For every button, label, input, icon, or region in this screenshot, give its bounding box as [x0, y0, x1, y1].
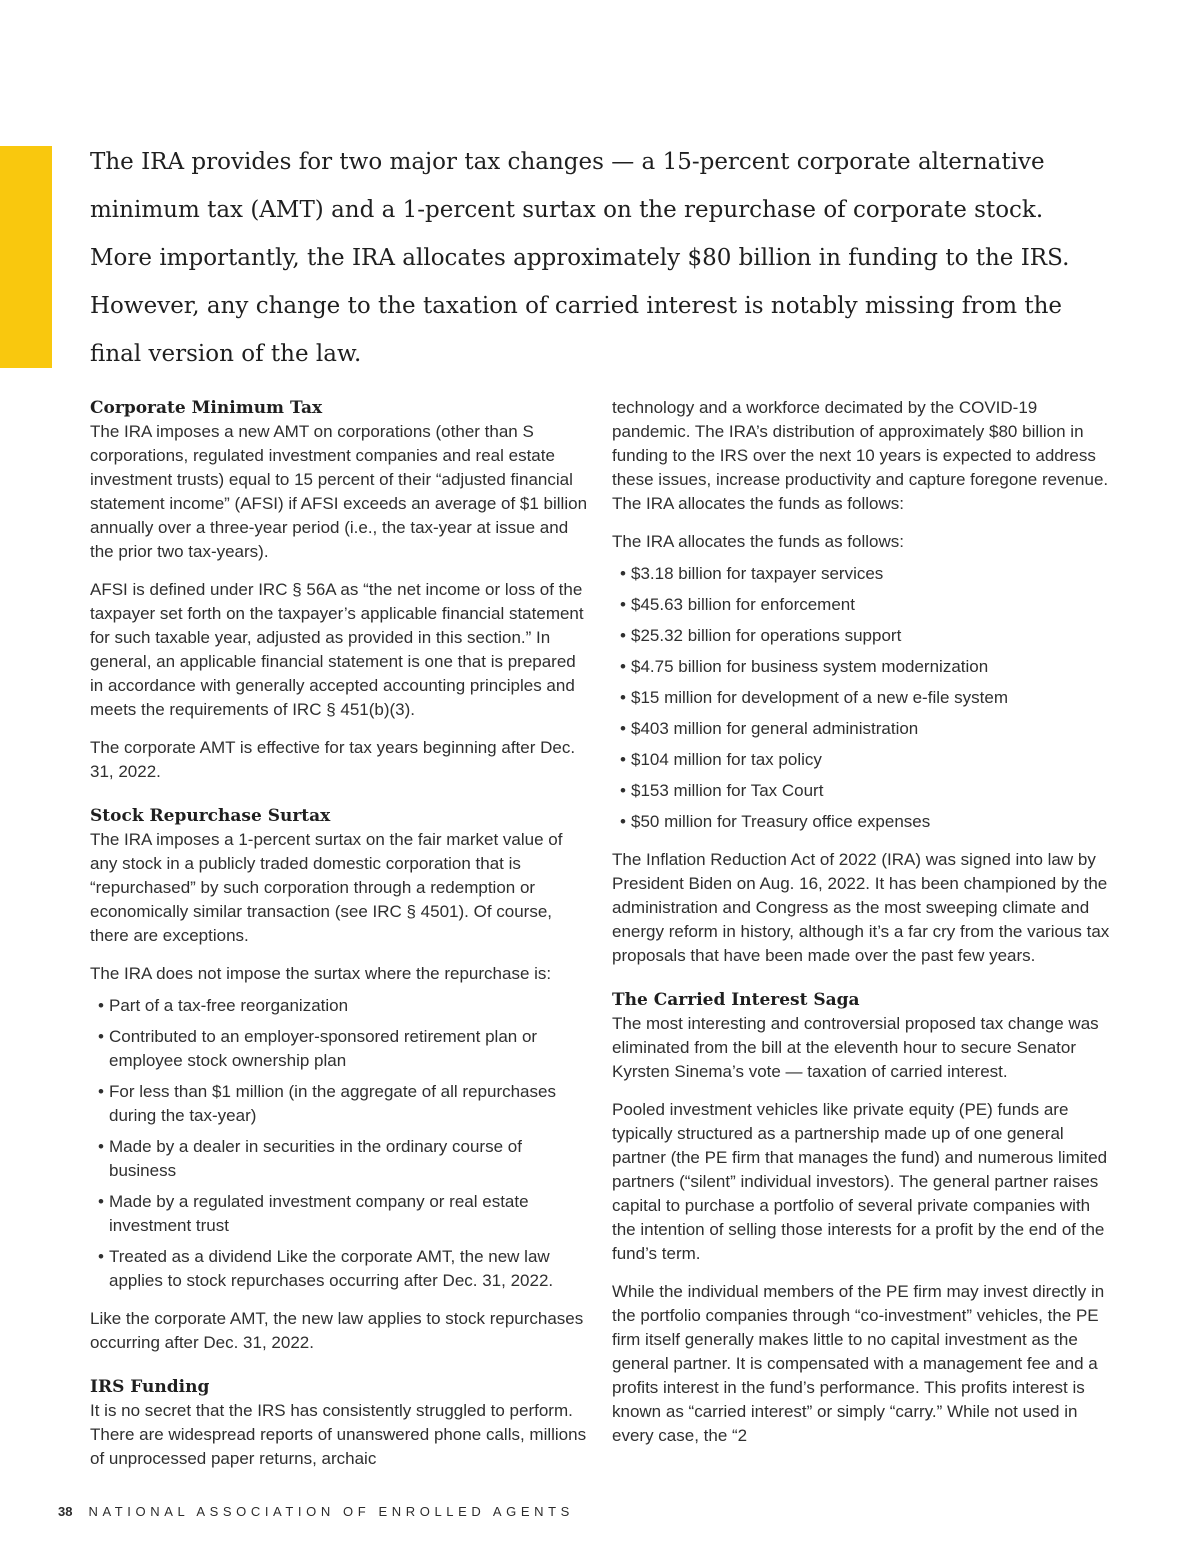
funding-list	[612, 562, 1112, 834]
paragraph: The IRA does not impose the surtax where the repurchase is:	[90, 964, 552, 983]
pull-quote: The IRA provides for two major tax changes — a 15-percent corporate alternative minimum tax (AMT) and a 1-percent surtax on the repurchase of corporate stock. More importantly, the IRA allocates approximately $80 billion in funding to the IRS. However, any change to the taxation of carried interest is notably missing from the final version of the law.	[90, 149, 1070, 367]
bullet-icon: •	[620, 595, 626, 614]
bullet-icon: •	[620, 812, 626, 831]
list-item: • $403 million for general administration	[612, 717, 1112, 741]
list-item: • $3.18 billion for taxpayer services	[612, 562, 1112, 586]
paragraph: The IRA allocates the funds as follows:	[612, 532, 904, 551]
paragraph: Pooled investment vehicles like private equity (PE) funds are typically structured as a partnership made up of one general partner (the PE firm that manages the fund) and numerous limited partners (“silent” individual investors). The general partner raises capital to purchase a portfolio of several private companies with the intention of selling those interests for a profit by the end of the fund’s term.	[612, 1100, 1108, 1263]
bullet-icon: •	[98, 1137, 104, 1156]
list-item: • For less than $1 million (in the aggregate of all repurchases during the tax-year)	[98, 1082, 556, 1125]
bullet-icon: •	[620, 750, 626, 769]
list-item: • $104 million for tax policy	[612, 748, 1112, 772]
exceptions-list	[90, 994, 590, 1293]
section-heading-carried-interest-saga: The Carried Interest Saga	[612, 990, 860, 1010]
paragraph: It is no secret that the IRS has consistently struggled to perform. There are widespread reports of unanswered phone calls, millions of unprocessed paper returns, archaic	[90, 1401, 587, 1468]
list-item: • Made by a dealer in securities in the ordinary course of business	[98, 1137, 522, 1180]
list-item: • $4.75 billion for business system modernization	[612, 655, 1112, 679]
bullet-icon: •	[98, 1082, 104, 1101]
paragraph: AFSI is defined under IRC § 56A as “the net income or loss of the taxpayer set forth on the taxpayer’s applicable financial statement for such taxable year, adjusted as provided in this section.” In general, an applicable financial statement is one that is prepared in accordance with generally accepted accounting principles and meets the requirements of IRC § 451(b)(3).	[90, 580, 584, 719]
bullet-icon: •	[98, 996, 104, 1015]
list-item: • $25.32 billion for operations support	[612, 624, 1112, 648]
list-item: • Treated as a dividend Like the corporate AMT, the new law applies to stock repurchases occurring after Dec. 31, 2022.	[98, 1247, 554, 1290]
list-item: • $153 million for Tax Court	[612, 779, 1112, 803]
list-item: • $15 million for development of a new e-file system	[612, 686, 1112, 710]
bullet-icon: •	[620, 657, 626, 676]
paragraph: The most interesting and controversial proposed tax change was eliminated from the bill at the eleventh hour to secure Senator Kyrsten Sinema’s vote — taxation of carried interest.	[612, 1014, 1099, 1081]
paragraph: The IRA imposes a 1-percent surtax on the fair market value of any stock in a publicly traded domestic corporation that is “repurchased” by such corporation through a redemption or economically similar transaction (see IRC § 4501). Of course, there are exceptions.	[90, 830, 563, 945]
bullet-icon: •	[98, 1027, 104, 1046]
paragraph: Like the corporate AMT, the new law applies to stock repurchases occurring after Dec. 31, 2022.	[90, 1309, 584, 1352]
bullet-icon: •	[620, 564, 626, 583]
left-column	[90, 396, 590, 1485]
paragraph: The IRA imposes a new AMT on corporations (other than S corporations, regulated investment companies and real estate investment trusts) equal to 15 percent of their “adjusted financial statement income” (AFSI) if AFSI exceeds an average of $1 billion annually over a three-year period (i.e., the tax-year at issue and the prior two tax-years).	[90, 422, 588, 561]
accent-bar	[0, 146, 52, 368]
bullet-icon: •	[98, 1192, 104, 1211]
publication-name: NATIONAL ASSOCIATION OF ENROLLED AGENTS	[88, 1504, 574, 1519]
bullet-icon: •	[620, 719, 626, 738]
paragraph: While the individual members of the PE firm may invest directly in the portfolio companies through “co-investment” vehicles, the PE firm itself generally makes little to no capital investment as the general partner. It is compensated with a management fee and a profits interest in the fund’s performance. This profits interest is known as “carried interest” or simply “carry.” While not used in every case, the “2	[612, 1282, 1105, 1445]
page-footer	[58, 1503, 574, 1521]
section-heading-corporate-minimum-tax: Corporate Minimum Tax	[90, 398, 323, 418]
paragraph: The corporate AMT is effective for tax years beginning after Dec. 31, 2022.	[90, 738, 576, 781]
list-item: • $50 million for Treasury office expenses	[612, 810, 1112, 834]
bullet-icon: •	[620, 781, 626, 800]
list-item: • Part of a tax-free reorganization	[90, 994, 590, 1018]
bullet-icon: •	[620, 626, 626, 645]
bullet-icon: •	[620, 688, 626, 707]
section-heading-irs-funding: IRS Funding	[90, 1377, 210, 1397]
list-item: • $45.63 billion for enforcement	[612, 593, 1112, 617]
list-item: • Contributed to an employer-sponsored retirement plan or employee stock ownership plan	[98, 1027, 538, 1070]
paragraph: The Inflation Reduction Act of 2022 (IRA) was signed into law by President Biden on Aug. 16, 2022. It has been championed by the administration and Congress as the most sweeping climate and energy reform in history, although it’s a far cry from the various tax proposals that have been made over the past few years.	[612, 850, 1110, 965]
paragraph: technology and a workforce decimated by the COVID-19 pandemic. The IRA’s distribution of approximately $80 billion in funding to the IRS over the next 10 years is expected to address these issues, increase productivity and capture foregone revenue. The IRA allocates the funds as follows:	[612, 398, 1109, 513]
page-number: 38	[58, 1504, 73, 1519]
section-heading-stock-repurchase-surtax: Stock Repurchase Surtax	[90, 806, 331, 826]
right-column	[612, 396, 1112, 1462]
bullet-icon: •	[98, 1247, 104, 1266]
list-item: • Made by a regulated investment company or real estate investment trust	[98, 1192, 529, 1235]
